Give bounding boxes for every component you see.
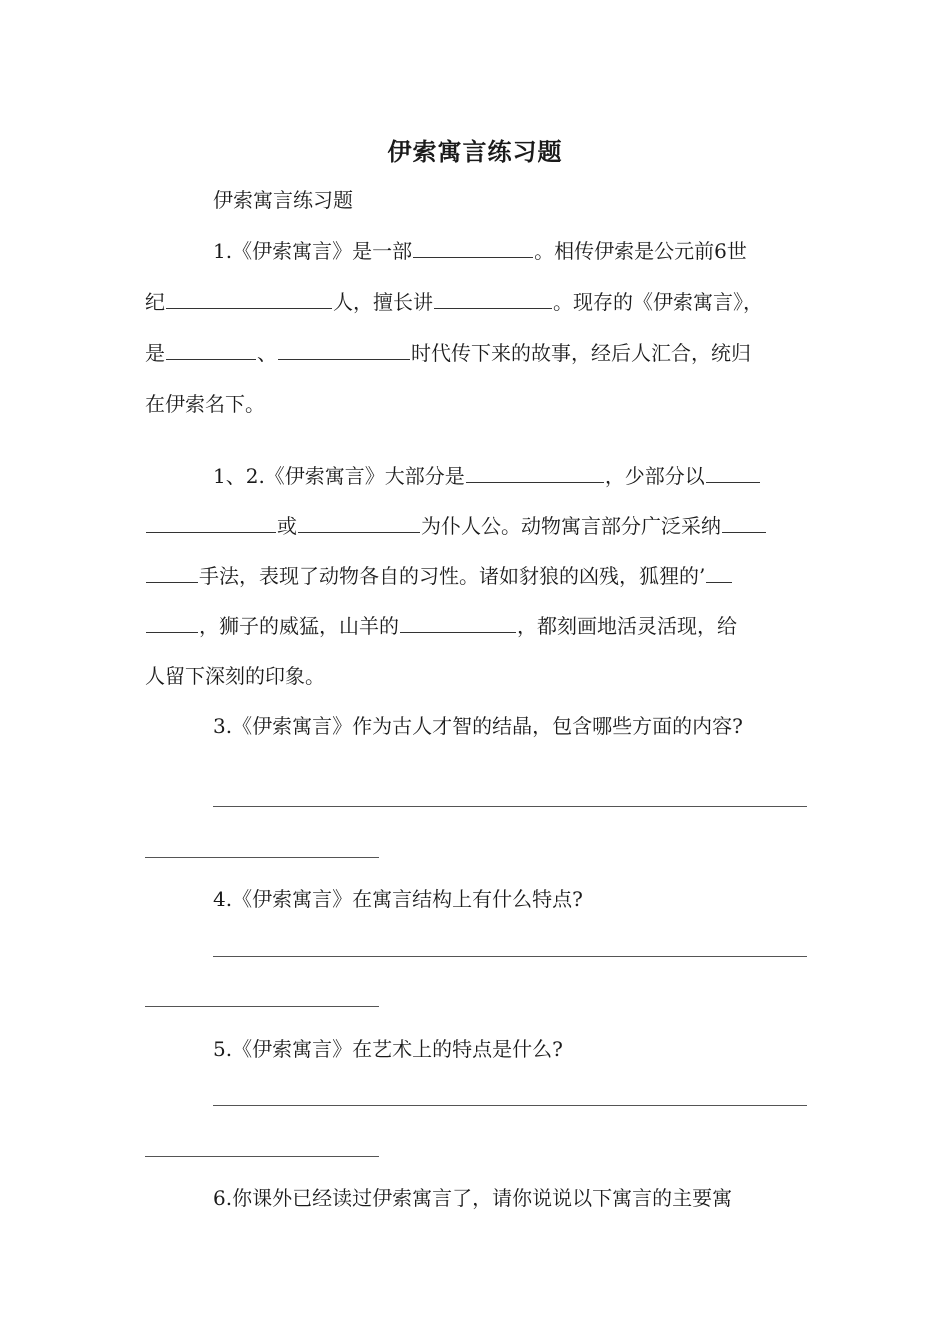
q1-blank-5[interactable] [278,341,410,360]
q1-blank-4[interactable] [166,341,256,360]
q2-line-5: 人留下深刻的印象。 [145,664,325,688]
q2-blank-6[interactable] [146,564,198,583]
q1-blank-1[interactable] [413,239,533,258]
q2-line-4: ，狮子的威猛，山羊的 ，都刻画地活灵活现，给 [145,611,807,641]
q2-blank-9[interactable] [400,614,516,633]
q1-line-3: 是 、 时代传下来的故事，经后人汇合，统归 [145,341,751,365]
q3-answer-line-2[interactable] [145,857,379,858]
q2-blank-5[interactable] [722,514,766,533]
q1-blank-3[interactable] [434,290,552,309]
q3-question: 3.《伊索寓言》作为古人才智的结晶，包含哪些方面的内容? [213,714,743,738]
q5-answer-line-2[interactable] [145,1156,379,1157]
document-title: 伊索寓言练习题 [387,137,563,166]
q2-line-1: 1、2.《伊索寓言》大部分是 ，少部分以 [145,461,875,491]
q6-question: 6.你课外已经读过伊索寓言了，请你说说以下寓言的主要寓 [213,1186,733,1210]
q2-line-2: 或 为仆人公。动物寓言部分广泛采纳 [145,511,807,541]
q4-answer-line-1[interactable] [213,956,807,957]
q2-blank-4[interactable] [298,514,420,533]
q2-blank-2[interactable] [706,464,760,483]
subtitle: 伊索寓言练习题 [213,188,353,212]
q4-question: 4.《伊索寓言》在寓言结构上有什么特点? [213,887,583,911]
q2-blank-7[interactable] [706,564,732,583]
q2-line-3: 手法，表现了动物各自的习性。诸如豺狼的凶残，狐狸的’ [145,561,807,591]
q1-line-2: 纪 人，擅长讲 。现存的《伊索寓言》， [145,290,763,314]
q2-blank-1[interactable] [466,464,604,483]
q5-question: 5.《伊索寓言》在艺术上的特点是什么? [213,1037,563,1061]
q1-line-4: 在伊索名下。 [145,392,265,416]
q4-answer-line-2[interactable] [145,1006,379,1007]
q5-answer-line-1[interactable] [213,1105,807,1106]
q2-blank-8[interactable] [146,614,198,633]
q1-line-1: 1.《伊索寓言》是一部 。相传伊索是公元前6世 [213,239,747,263]
q1-blank-2[interactable] [166,290,332,309]
q3-answer-line-1[interactable] [213,806,807,807]
q2-blank-3[interactable] [146,514,276,533]
